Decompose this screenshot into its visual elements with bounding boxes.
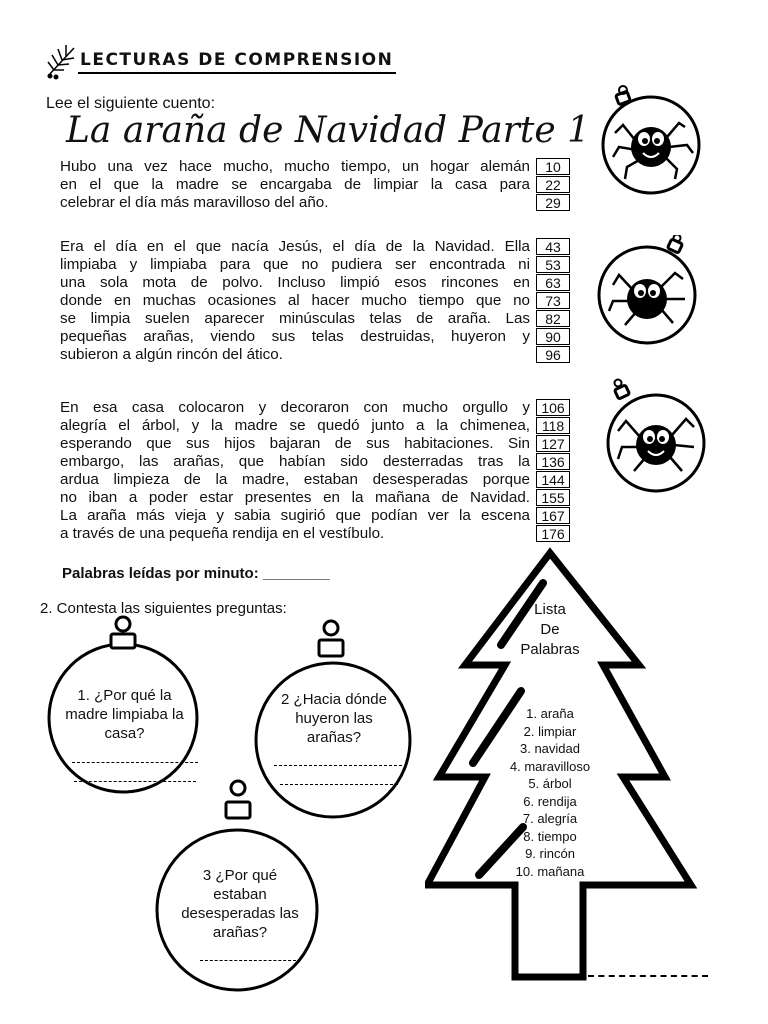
answer-line[interactable]: [274, 765, 402, 766]
story-paragraph-1: [60, 158, 530, 212]
word-list-title-line: Palabras: [520, 641, 580, 658]
word-count-box: 43: [536, 238, 570, 255]
story-title: La araña de Navidad Parte 1: [66, 110, 591, 151]
word-count-box: 136: [536, 453, 570, 470]
word-count-box: 106: [536, 399, 570, 416]
word-count-box: 176: [536, 525, 570, 542]
spider-ornament-icon: [585, 85, 715, 197]
story-line: pequeñas arañas, viendo sus telas destruidas, huyeron y: [60, 328, 530, 345]
word-count-box: 29: [536, 194, 570, 211]
answer-line[interactable]: [200, 960, 296, 961]
story-line: subieron a algún rincón del ático.: [60, 346, 283, 363]
word-count-box: 167: [536, 507, 570, 524]
list-item: 5. árbol: [528, 776, 572, 791]
list-item: 4. maravilloso: [509, 758, 591, 774]
question-1-text: 1. ¿Por qué la madre limpiaba la casa?: [65, 687, 184, 742]
word-count-box: 10: [536, 158, 570, 175]
list-item: 9. rincón: [525, 846, 575, 861]
list-item: 7. alegría: [522, 811, 578, 826]
list-item: 10. mañana: [515, 863, 585, 879]
list-item: 2. limpiar: [523, 723, 577, 739]
story-paragraph-3: [60, 399, 530, 543]
story-line: Era el día en el que nacía Jesús, el día de la Navidad. Ella: [60, 238, 530, 255]
word-count-box: 90: [536, 328, 570, 345]
story-line: En esa casa colocaron y decoraron con mucho orgullo y: [60, 399, 530, 416]
word-count-box: 22: [536, 176, 570, 193]
word-count-box: 144: [536, 471, 570, 488]
story-line: embargo, las arañas, que habían sido desterradas tras la: [60, 453, 530, 470]
story-line: celebrar el día más maravilloso del año.: [60, 194, 329, 211]
word-count-box: 155: [536, 489, 570, 506]
question-3-text: 3 ¿Por qué estaban desesperadas las arañas?: [181, 867, 299, 941]
questions-heading: 2. Contesta las siguientes preguntas:: [40, 600, 287, 617]
story-line: ardua limpieza de la madre, estaban desesperadas porque: [60, 471, 530, 488]
story-line: limpiaba y limpiaba para que no pudiera ser encontrada ni: [60, 256, 530, 273]
spider-ornament-icon: [590, 375, 720, 495]
word-count-box: 63: [536, 274, 570, 291]
list-item: 1. araña: [526, 706, 574, 721]
word-count-box: 127: [536, 435, 570, 452]
story-line: a través de una pequeña rendija en el vestíbulo.: [60, 525, 385, 542]
story-line: La araña más vieja y sabia sugirió que podían ver la escena: [60, 507, 530, 524]
question-2-text: 2 ¿Hacia dónde huyeron las arañas?: [281, 691, 387, 746]
list-item: 6. rendija: [523, 793, 577, 809]
instruction-text: Lee el siguiente cuento:: [46, 95, 216, 112]
story-line: donde en muchas ocasiones al hacer mucho tiempo que no: [60, 292, 530, 309]
answer-line[interactable]: [72, 762, 198, 763]
word-count-box: 82: [536, 310, 570, 327]
holly-sprig-icon: [44, 40, 80, 80]
words-per-minute-label: Palabras leídas por minuto: ________: [62, 565, 330, 582]
story-line: esperando que sus hijos bajaran de sus habitaciones. Sin: [60, 435, 530, 452]
word-count-box: 73: [536, 292, 570, 309]
story-line: una sola mota de polvo. Incluso limpió esos rincones en: [60, 274, 530, 291]
bottom-dashed-line: [588, 975, 708, 977]
story-line: se limpia suelen aparecer minúsculas telas de araña. Las: [60, 310, 530, 327]
story-paragraph-2: [60, 238, 530, 364]
word-count-box: 53: [536, 256, 570, 273]
story-line: en el que la madre se encargaba de limpiar la casa para: [60, 176, 530, 193]
word-list-title: [505, 600, 595, 660]
list-item: 3. navidad: [520, 741, 580, 756]
story-line: no iban a poder estar presentes en la mañana de Navidad.: [60, 489, 530, 506]
spider-ornament-icon: [585, 235, 715, 347]
header-title: LECTURAS DE COMPRENSION: [80, 50, 394, 70]
story-line: Hubo una vez hace mucho, mucho tiempo, un hogar alemán: [60, 158, 530, 175]
list-item: 8. tiempo: [523, 828, 577, 844]
word-list-title-line: De: [540, 621, 560, 638]
word-count-box: 96: [536, 346, 570, 363]
word-list: [490, 705, 610, 880]
word-count-box: 118: [536, 417, 570, 434]
story-line: alegría el árbol, y la madre se quedó junto a la chimenea,: [60, 417, 530, 434]
word-list-title-line: Lista: [534, 601, 566, 618]
header-underline: [78, 72, 396, 74]
